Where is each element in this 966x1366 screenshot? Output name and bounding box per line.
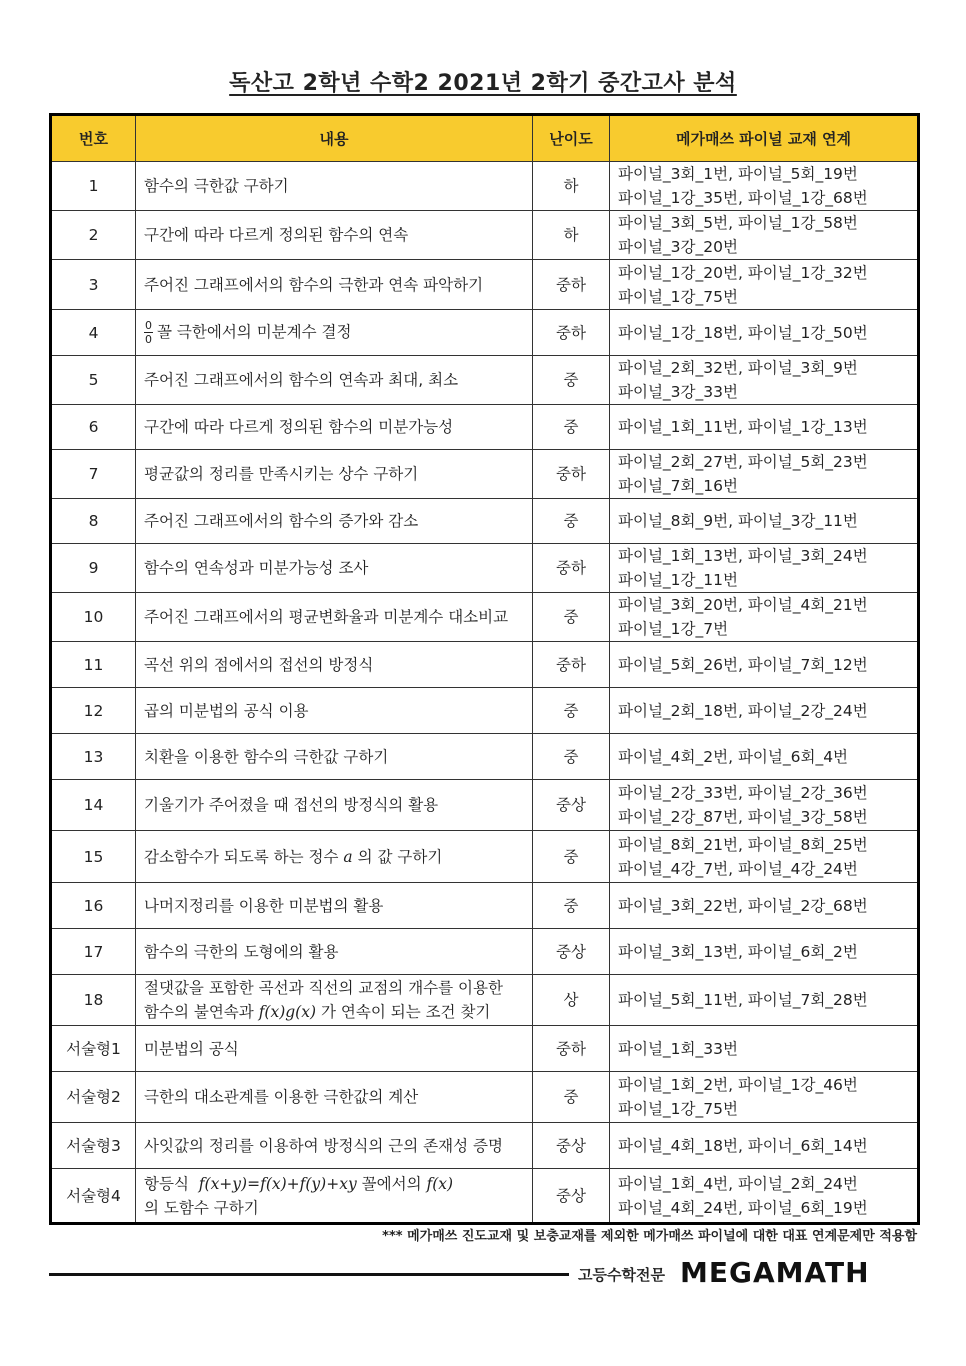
row-content: 사잇값의 정리를 이용하여 방정식의 근의 존재성 증명 (136, 1123, 533, 1169)
row-num: 13 (51, 734, 136, 780)
table-row (51, 688, 919, 734)
row-num: 6 (51, 405, 136, 450)
row-content: $\frac{0}{0}$ 꼴 극한에서의 미분계수 결정 (136, 310, 533, 356)
table-row (51, 1026, 919, 1072)
row-num: 11 (51, 642, 136, 688)
page-title: 독산고 2학년 수학2 2021년 2학기 중간고사 분석 (229, 71, 737, 96)
table-row (51, 1123, 919, 1169)
row-num: 10 (51, 593, 136, 642)
row-content: 주어진 그래프에서의 평균변화율과 미분계수 대소비교 (136, 593, 533, 642)
header-reference: 메가매쓰 파이널 교재 연계 (610, 115, 919, 162)
row-reference: 파이널_2회_32번, 파이널_3회_9번 파이널_3강_33번 (610, 356, 919, 405)
row-num: 1 (51, 162, 136, 211)
row-difficulty: 중상 (533, 929, 610, 975)
row-difficulty: 중 (533, 356, 610, 405)
table-row (51, 1169, 919, 1224)
row-num: 8 (51, 499, 136, 544)
row-reference: 파이널_5회_26번, 파이널_7회_12번 (610, 642, 919, 688)
row-reference: 파이널_5회_11번, 파이널_7회_28번 (610, 975, 919, 1026)
row-content: 평균값의 정리를 만족시키는 상수 구하기 (136, 450, 533, 499)
row-difficulty: 중하 (533, 450, 610, 499)
row-reference: 파이널_1강_20번, 파이널_1강_32번 파이널_1강_75번 (610, 260, 919, 310)
row-difficulty: 중상 (533, 1169, 610, 1224)
row-content: 나머지정리를 이용한 미분법의 활용 (136, 883, 533, 929)
table-row (51, 260, 919, 310)
table-row (51, 642, 919, 688)
row-content: 주어진 그래프에서의 함수의 극한과 연속 파악하기 (136, 260, 533, 310)
row-num: 서술형4 (51, 1169, 136, 1224)
row-content: 구간에 따라 다르게 정의된 함수의 연속 (136, 211, 533, 260)
row-content: 구간에 따라 다르게 정의된 함수의 미분가능성 (136, 405, 533, 450)
brand-logo: MEGAMATH (680, 1256, 870, 1289)
table-row (51, 356, 919, 405)
row-reference: 파이널_1회_11번, 파이널_1강_13번 (610, 405, 919, 450)
footnote: *** 메가매쓰 진도교재 및 보충교재를 제외한 메가매쓰 파이널에 대한 대표 연계문제만 적용함 (382, 1229, 917, 1244)
row-reference: 파이널_2강_33번, 파이널_2강_36번 파이널_2강_87번, 파이널_3강_58번 (610, 780, 919, 831)
row-difficulty: 하 (533, 162, 610, 211)
table-row (51, 450, 919, 499)
table-row (51, 929, 919, 975)
table-row (51, 310, 919, 356)
row-difficulty: 중하 (533, 1026, 610, 1072)
row-content: 극한의 대소관계를 이용한 극한값의 계산 (136, 1072, 533, 1123)
table-row (51, 883, 919, 929)
table-row (51, 1072, 919, 1123)
row-reference: 파이널_3회_20번, 파이널_4회_21번 파이널_1강_7번 (610, 593, 919, 642)
row-content: 절댓값을 포함한 곡선과 직선의 교점의 개수를 이용한 함수의 불연속과 f(x)g(x) 가 연속이 되는 조건 찾기 (136, 975, 533, 1026)
row-reference: 파이널_2회_27번, 파이널_5회_23번 파이널_7회_16번 (610, 450, 919, 499)
row-difficulty: 중 (533, 1072, 610, 1123)
row-difficulty: 중상 (533, 1123, 610, 1169)
table-row (51, 975, 919, 1026)
table-row (51, 544, 919, 593)
row-content: 주어진 그래프에서의 함수의 증가와 감소 (136, 499, 533, 544)
row-content: 함수의 극한의 도형에의 활용 (136, 929, 533, 975)
row-reference: 파이널_1회_13번, 파이널_3회_24번 파이널_1강_11번 (610, 544, 919, 593)
table-row (51, 211, 919, 260)
row-num: 9 (51, 544, 136, 593)
row-num: 17 (51, 929, 136, 975)
row-num: 4 (51, 310, 136, 356)
row-content: 곡선 위의 점에서의 접선의 방정식 (136, 642, 533, 688)
row-content: 함수의 극한값 구하기 (136, 162, 533, 211)
row-num: 2 (51, 211, 136, 260)
row-num: 3 (51, 260, 136, 310)
row-reference: 파이널_1회_4번, 파이널_2회_24번 파이널_4회_24번, 파이널_6회_19번 (610, 1169, 919, 1224)
row-reference: 파이널_3회_22번, 파이널_2강_68번 (610, 883, 919, 929)
row-num: 16 (51, 883, 136, 929)
table-row (51, 499, 919, 544)
row-num: 서술형3 (51, 1123, 136, 1169)
row-difficulty: 중하 (533, 260, 610, 310)
row-num: 18 (51, 975, 136, 1026)
row-difficulty: 중 (533, 688, 610, 734)
row-difficulty: 중상 (533, 780, 610, 831)
row-reference: 파이널_1강_18번, 파이널_1강_50번 (610, 310, 919, 356)
row-content: 함수의 연속성과 미분가능성 조사 (136, 544, 533, 593)
row-reference: 파이널_3회_5번, 파이널_1강_58번 파이널_3강_20번 (610, 211, 919, 260)
header-content: 내용 (136, 115, 533, 162)
row-difficulty: 중 (533, 499, 610, 544)
table-header-row (51, 115, 919, 162)
analysis-table (49, 113, 920, 1225)
row-reference: 파이널_1회_2번, 파이널_1강_46번 파이널_1강_75번 (610, 1072, 919, 1123)
row-num: 5 (51, 356, 136, 405)
row-reference: 파이널_2회_18번, 파이널_2강_24번 (610, 688, 919, 734)
row-difficulty: 중 (533, 405, 610, 450)
header-num: 번호 (51, 115, 136, 162)
row-num: 서술형2 (51, 1072, 136, 1123)
row-reference: 파이널_8회_9번, 파이널_3강_11번 (610, 499, 919, 544)
row-difficulty: 중하 (533, 310, 610, 356)
row-content: 곱의 미분법의 공식 이용 (136, 688, 533, 734)
row-num: 서술형1 (51, 1026, 136, 1072)
table-row (51, 780, 919, 831)
header-difficulty: 난이도 (533, 115, 610, 162)
row-reference: 파이널_4회_2번, 파이널_6회_4번 (610, 734, 919, 780)
row-difficulty: 하 (533, 211, 610, 260)
table-row (51, 405, 919, 450)
table-row (51, 593, 919, 642)
row-reference: 파이널_3회_13번, 파이널_6회_2번 (610, 929, 919, 975)
row-content: 미분법의 공식 (136, 1026, 533, 1072)
row-content: 항등식 f(x+y)=f(x)+f(y)+xy 꼴에서의 f(x) 의 도함수 구하기 (136, 1169, 533, 1224)
row-num: 7 (51, 450, 136, 499)
row-content: 주어진 그래프에서의 함수의 연속과 최대, 최소 (136, 356, 533, 405)
row-content: 기울기가 주어졌을 때 접선의 방정식의 활용 (136, 780, 533, 831)
row-num: 15 (51, 831, 136, 883)
fraction-zero-over-zero: $\frac{0}{0}$ (145, 319, 152, 346)
row-reference: 파이널_4회_18번, 파이너_6회_14번 (610, 1123, 919, 1169)
table-row (51, 162, 919, 211)
brand-tagline: 고등수학전문 (578, 1266, 665, 1284)
row-difficulty: 중하 (533, 544, 610, 593)
row-num: 14 (51, 780, 136, 831)
row-difficulty: 중 (533, 831, 610, 883)
row-content: 치환을 이용한 함수의 극한값 구하기 (136, 734, 533, 780)
row-difficulty: 상 (533, 975, 610, 1026)
row-difficulty: 중 (533, 883, 610, 929)
row-reference: 파이널_8회_21번, 파이널_8회_25번 파이널_4강_7번, 파이널_4강_24번 (610, 831, 919, 883)
table-row (51, 734, 919, 780)
footer-divider (49, 1273, 569, 1276)
table-row (51, 831, 919, 883)
row-difficulty: 중하 (533, 642, 610, 688)
row-content: 감소함수가 되도록 하는 정수 a 의 값 구하기 (136, 831, 533, 883)
row-num: 12 (51, 688, 136, 734)
row-difficulty: 중 (533, 734, 610, 780)
row-difficulty: 중 (533, 593, 610, 642)
row-reference: 파이널_3회_1번, 파이널_5회_19번 파이널_1강_35번, 파이널_1강_68번 (610, 162, 919, 211)
row-reference: 파이널_1회_33번 (610, 1026, 919, 1072)
